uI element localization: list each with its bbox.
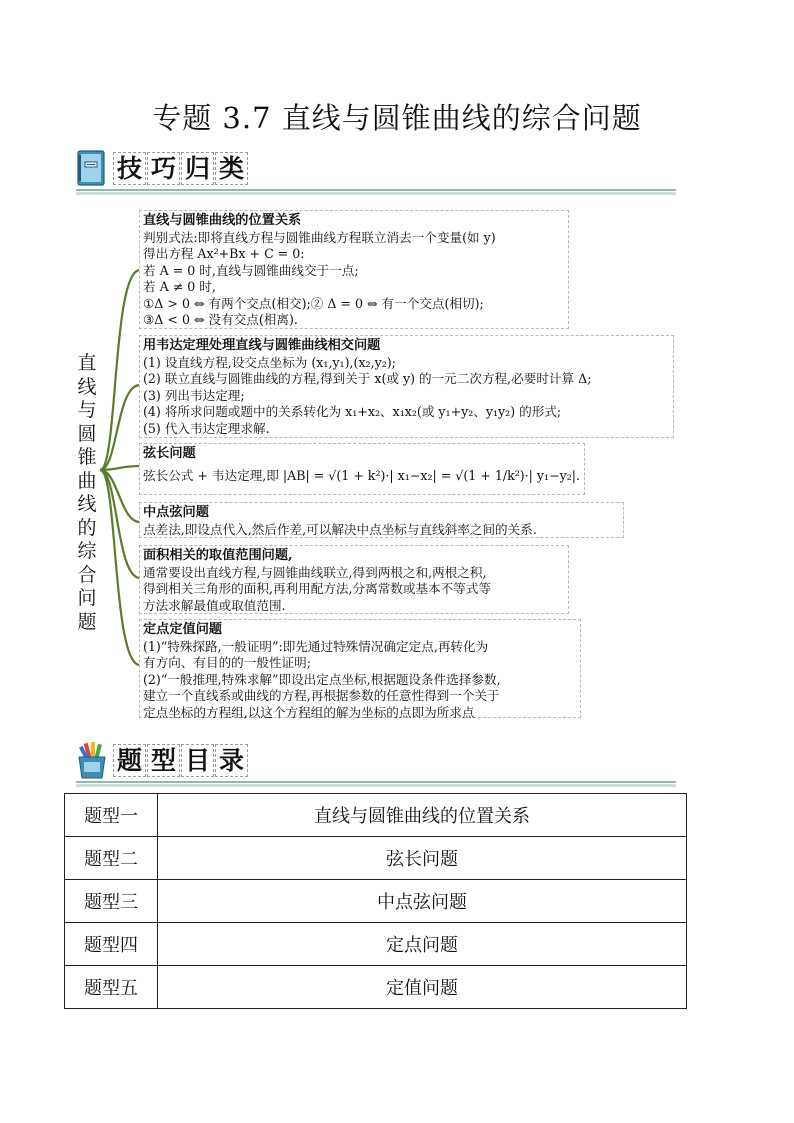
root-label-char: 题 — [77, 610, 97, 633]
section-title-char: 归 — [181, 152, 214, 185]
card-line: 若 A = 0 时,直线与圆锥曲线交于一点; — [143, 262, 359, 278]
card-title: 弦长问题 — [143, 446, 196, 461]
card-line: (4) 将所求问题或题中的关系转化为 x₁+x₂、x₁x₂(或 y₁+y₂、y₁y₂) 的形式; — [143, 404, 562, 419]
card-line: 有方向、有目的的一般性证明; — [143, 655, 311, 670]
section-title-char: 型 — [147, 744, 180, 777]
card-title: 中点弦问题 — [143, 505, 209, 520]
branch-line — [100, 270, 140, 470]
type-label: 题型三 — [65, 880, 158, 923]
root-label-char: 线 — [77, 493, 97, 515]
card-line: 通常要设出直线方程,与圆锥曲线联立,得到两根之和,两根之积, — [143, 564, 487, 580]
type-topic: 弦长问题 — [158, 837, 687, 880]
table-row — [65, 837, 687, 880]
type-topic: 直线与圆锥曲线的位置关系 — [158, 794, 687, 837]
root-label-char: 的 — [77, 516, 97, 539]
type-topic: 定值问题 — [158, 966, 687, 1009]
card-line: (5) 代入韦达定理求解. — [143, 420, 270, 436]
root-label-char: 问 — [77, 587, 97, 609]
section-header-catalog — [76, 741, 686, 781]
section-title-char: 录 — [215, 744, 248, 777]
type-label: 题型四 — [65, 923, 158, 966]
section-title-char: 题 — [113, 744, 146, 777]
section-title-char: 目 — [181, 744, 214, 777]
table-row — [65, 880, 687, 923]
card-line: ③Δ < 0 ⇔ 没有交点(相离). — [143, 312, 298, 327]
card-title: 直线与圆锥曲线的位置关系 — [143, 213, 302, 228]
card-position-relation — [139, 210, 569, 329]
type-label: 题型五 — [65, 966, 158, 1009]
card-line: (1)“特殊探路,一般证明”:即先通过特殊情况确定定点,再转化为 — [143, 638, 489, 654]
root-label-char: 与 — [77, 399, 97, 421]
pencil-cup-icon — [76, 741, 108, 779]
root-label-char: 综 — [77, 540, 97, 562]
section-rule — [76, 781, 676, 783]
card-line: 定点坐标的方程组,以这个方程组的解为坐标的点即为所求点 — [143, 704, 475, 720]
card-line: 若 A ≠ 0 时, — [143, 279, 216, 294]
table-row — [65, 923, 687, 966]
card-line: 得出方程 Ax²+Bx + C = 0: — [143, 246, 305, 261]
card-line: 建立一个直线系或曲线的方程,再根据参数的任意性得到一个关于 — [143, 688, 500, 703]
card-midpoint-chord — [139, 502, 624, 538]
card-line: 判别式法:即将直线方程与圆锥曲线方程联立消去一个变量(如 y) — [143, 229, 496, 245]
card-fixed-point-value — [139, 619, 581, 718]
section-rule-shadow — [76, 784, 676, 787]
card-line: (1) 设直线方程,设交点坐标为 (x₁,y₁),(x₂,y₂); — [143, 354, 396, 370]
branch-line — [100, 470, 140, 578]
card-chord-length — [139, 443, 585, 495]
card-line: (2)“一般推理,特殊求解”即设出定点坐标,根据题设条件选择参数, — [143, 671, 501, 687]
root-label-char: 直 — [77, 352, 97, 374]
card-line: 点差法,即设点代入,然后作差,可以解决中点坐标与直线斜率之间的关系. — [143, 521, 537, 537]
card-title: 用韦达定理处理直线与圆锥曲线相交问题 — [143, 338, 381, 353]
root-label-char: 锥 — [77, 446, 97, 468]
mindmap-root-label — [74, 352, 100, 634]
card-vieta-theorem — [139, 335, 674, 438]
root-label-char: 合 — [77, 563, 97, 586]
root-label-char: 圆 — [77, 422, 97, 445]
card-title: 定点定值问题 — [143, 622, 223, 637]
card-line: 方法求解最值或取值范围. — [143, 597, 286, 613]
table-row — [65, 794, 687, 837]
type-topic: 定点问题 — [158, 923, 687, 966]
type-label: 题型一 — [65, 794, 158, 837]
table-row — [65, 966, 687, 1009]
card-line: (2) 联立直线与圆锥曲线的方程,得到关于 x(或 y) 的一元二次方程,必要时计算 Δ; — [143, 371, 592, 386]
type-topic: 中点弦问题 — [158, 880, 687, 923]
page-title: 专题 3.7 直线与圆锥曲线的综合问题 — [152, 101, 642, 135]
card-area-range — [139, 545, 569, 614]
card-line: 得到相关三角形的面积,再利用配方法,分离常数或基本不等式等 — [143, 581, 492, 596]
type-label: 题型二 — [65, 837, 158, 880]
card-line: ①Δ > 0 ⇔ 有两个交点(相交);② Δ = 0 ⇔ 有一个交点(相切); — [143, 295, 484, 311]
root-label-char: 曲 — [77, 469, 97, 492]
section-title-char: 类 — [215, 152, 248, 185]
question-type-table — [64, 793, 687, 1009]
card-line: (3) 列出韦达定理; — [143, 387, 245, 403]
card-title: 面积相关的取值范围问题, — [143, 548, 293, 563]
card-formula: 弦长公式 + 韦达定理,即 |AB| = √(1 + k²)·| x₁−x₂| = √(1 + 1/k²)·| y₁−y₂|. — [143, 467, 581, 483]
section-title-char: 巧 — [147, 152, 180, 185]
root-label-char: 线 — [77, 375, 97, 398]
section-title-char: 技 — [113, 152, 146, 185]
